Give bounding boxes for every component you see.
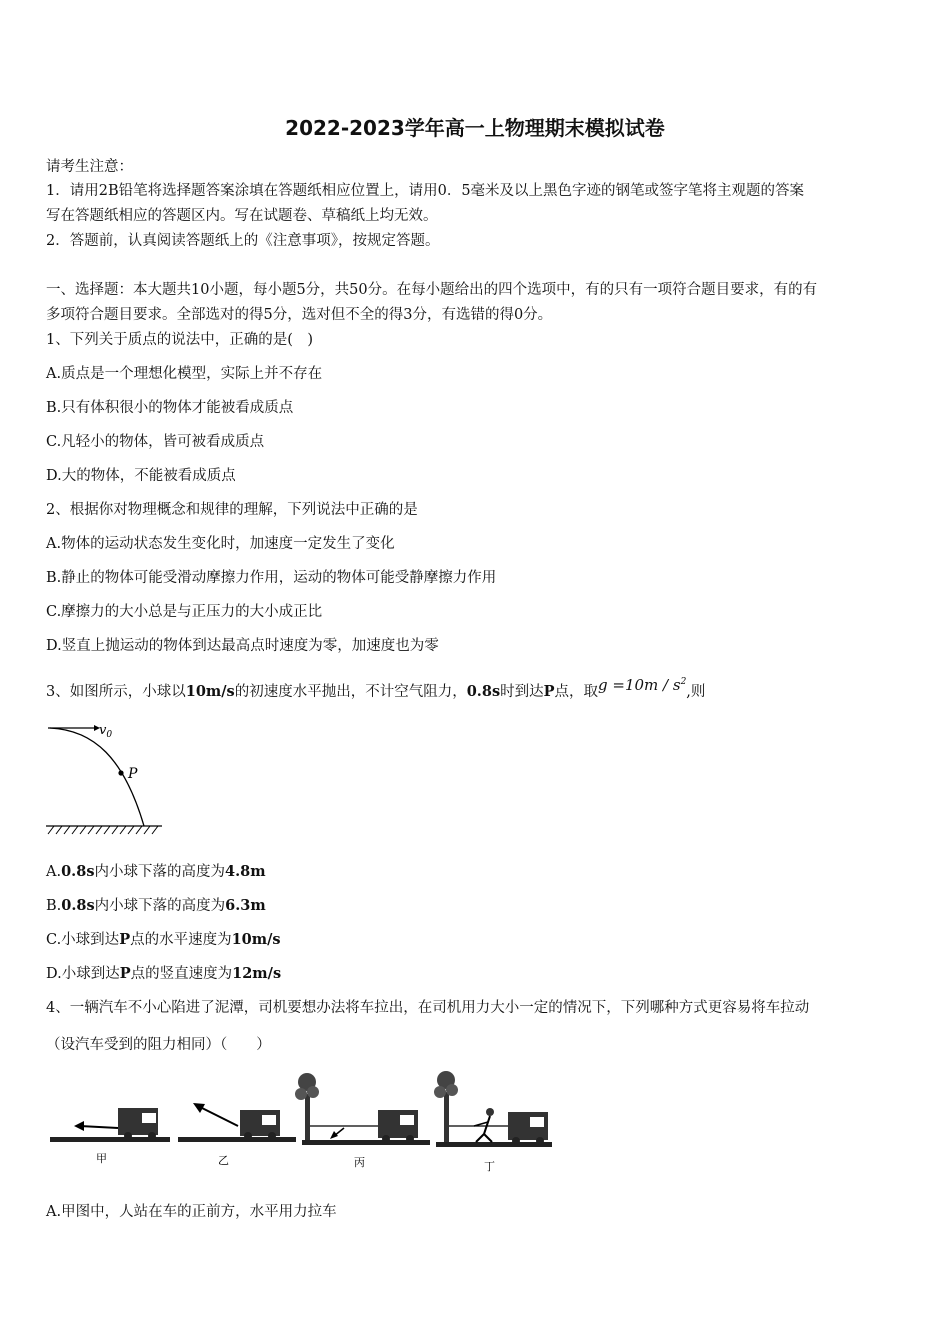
notice-item-1: 1．请用2B铅笔将选择题答案涂填在答题纸相应位置上，请用0．5毫米及以上黑色字迹的钢笔或签字笔将主观题的答案 [46, 183, 805, 199]
label-yi: 乙 [218, 1154, 229, 1167]
q2-option-a: A.物体的运动状态发生变化时，加速度一定发生了变化 [46, 536, 395, 552]
q3-stem-text: 时到达 [500, 684, 544, 700]
option-value: 12m/s [232, 965, 282, 982]
gravity-formula-exponent: 2 [680, 677, 687, 687]
gravity-formula [598, 676, 686, 694]
q3-option-c [46, 928, 281, 949]
q2-option-d: D.竖直上抛运动的物体到达最高点时速度为零，加速度也为零 [46, 638, 439, 654]
option-value: P [119, 931, 131, 948]
q1-option-d: D.大的物体，不能被看成质点 [46, 468, 236, 484]
q3-time: 0.8s [466, 683, 501, 700]
panel-ding [434, 1071, 552, 1173]
car-pulling-figure [48, 1064, 558, 1176]
gravity-formula-base: g =10m / s [598, 676, 681, 694]
q1-option-b: B.只有体积很小的物体才能被看成质点 [46, 400, 294, 416]
option-text: 点的水平速度为 [130, 932, 232, 948]
notice-item-2: 2．答题前，认真阅读答题纸上的《注意事项》，按规定答题。 [46, 233, 440, 249]
notice-item-1-cont: 写在答题纸相应的答题区内。写在试题卷、草稿纸上均无效。 [46, 208, 438, 224]
option-text: 内小球下落的高度为 [94, 864, 225, 880]
q2-stem: 2、根据你对物理概念和规律的理解，下列说法中正确的是 [46, 502, 418, 518]
option-prefix: B. [46, 898, 62, 914]
q3-option-b [46, 894, 266, 915]
q1-stem: 1、下列关于质点的说法中，正确的是( ) [46, 332, 314, 348]
section-instructions-2: 多项符合题目要求。全部选对的得5分，选对但不全的得3分，有选错的得0分。 [46, 307, 553, 323]
point-p-marker [118, 770, 123, 775]
panel-jia [50, 1108, 170, 1165]
label-bing: 丙 [354, 1156, 365, 1169]
option-prefix: A. [46, 864, 62, 880]
q3-stem-text: 点，取 [554, 684, 599, 700]
option-prefix: C.小球到达 [46, 932, 120, 948]
option-value: 0.8s [61, 863, 95, 880]
ground-hatching [48, 826, 158, 834]
section-instructions-1: 一、选择题：本大题共10小题，每小题5分，共50分。在每小题给出的四个选项中，有的只有一项符合题目要求，有的有 [46, 282, 818, 298]
option-text: 内小球下落的高度为 [94, 898, 226, 914]
option-value: P [119, 965, 131, 982]
q3-stem [46, 676, 706, 701]
option-value: 6.3m [225, 897, 266, 914]
label-jia: 甲 [96, 1152, 107, 1165]
q4-option-a: A.甲图中，人站在车的正前方，水平用力拉车 [46, 1204, 337, 1220]
q1-option-c: C.凡轻小的物体，皆可被看成质点 [46, 434, 265, 450]
option-text: 点的竖直速度为 [130, 966, 233, 982]
q3-speed: 10m/s [185, 683, 235, 700]
notice-heading: 请考生注意： [46, 159, 133, 175]
q4-stem-2: （设汽车受到的阻力相同）（ ） [46, 1037, 271, 1053]
v0-label: $v_0$ [99, 723, 113, 740]
panel-yi [178, 1103, 296, 1167]
q2-option-c: C.摩擦力的大小总是与正压力的大小成正比 [46, 604, 323, 620]
q3-option-d [46, 962, 281, 983]
page-title: 2022-2023学年高一上物理期末模拟试卷 [285, 116, 665, 140]
option-value: 4.8m [224, 863, 266, 880]
q3-point: P [543, 683, 555, 700]
point-p-label: P [128, 766, 138, 782]
q1-option-a: A.质点是一个理想化模型，实际上并不存在 [46, 366, 323, 382]
projectile-figure [44, 716, 168, 840]
option-prefix: D.小球到达 [46, 966, 120, 982]
q2-option-b: B.静止的物体可能受滑动摩擦力作用，运动的物体可能受静摩擦力作用 [46, 570, 497, 586]
q3-stem-text: 的初速度水平抛出，不计空气阻力， [234, 684, 467, 700]
option-value: 10m/s [231, 931, 281, 948]
q3-option-a [46, 860, 266, 881]
q3-stem-text: ,则 [686, 684, 706, 700]
label-ding: 丁 [484, 1160, 495, 1173]
option-value: 0.8s [61, 897, 95, 914]
panel-bing [295, 1073, 430, 1169]
q3-stem-text: 3、如图所示，小球以 [46, 684, 186, 700]
q4-stem-1: 4、一辆汽车不小心陷进了泥潭，司机要想办法将车拉出，在司机用力大小一定的情况下，下列哪种方式更容易将车拉动 [46, 1000, 810, 1016]
